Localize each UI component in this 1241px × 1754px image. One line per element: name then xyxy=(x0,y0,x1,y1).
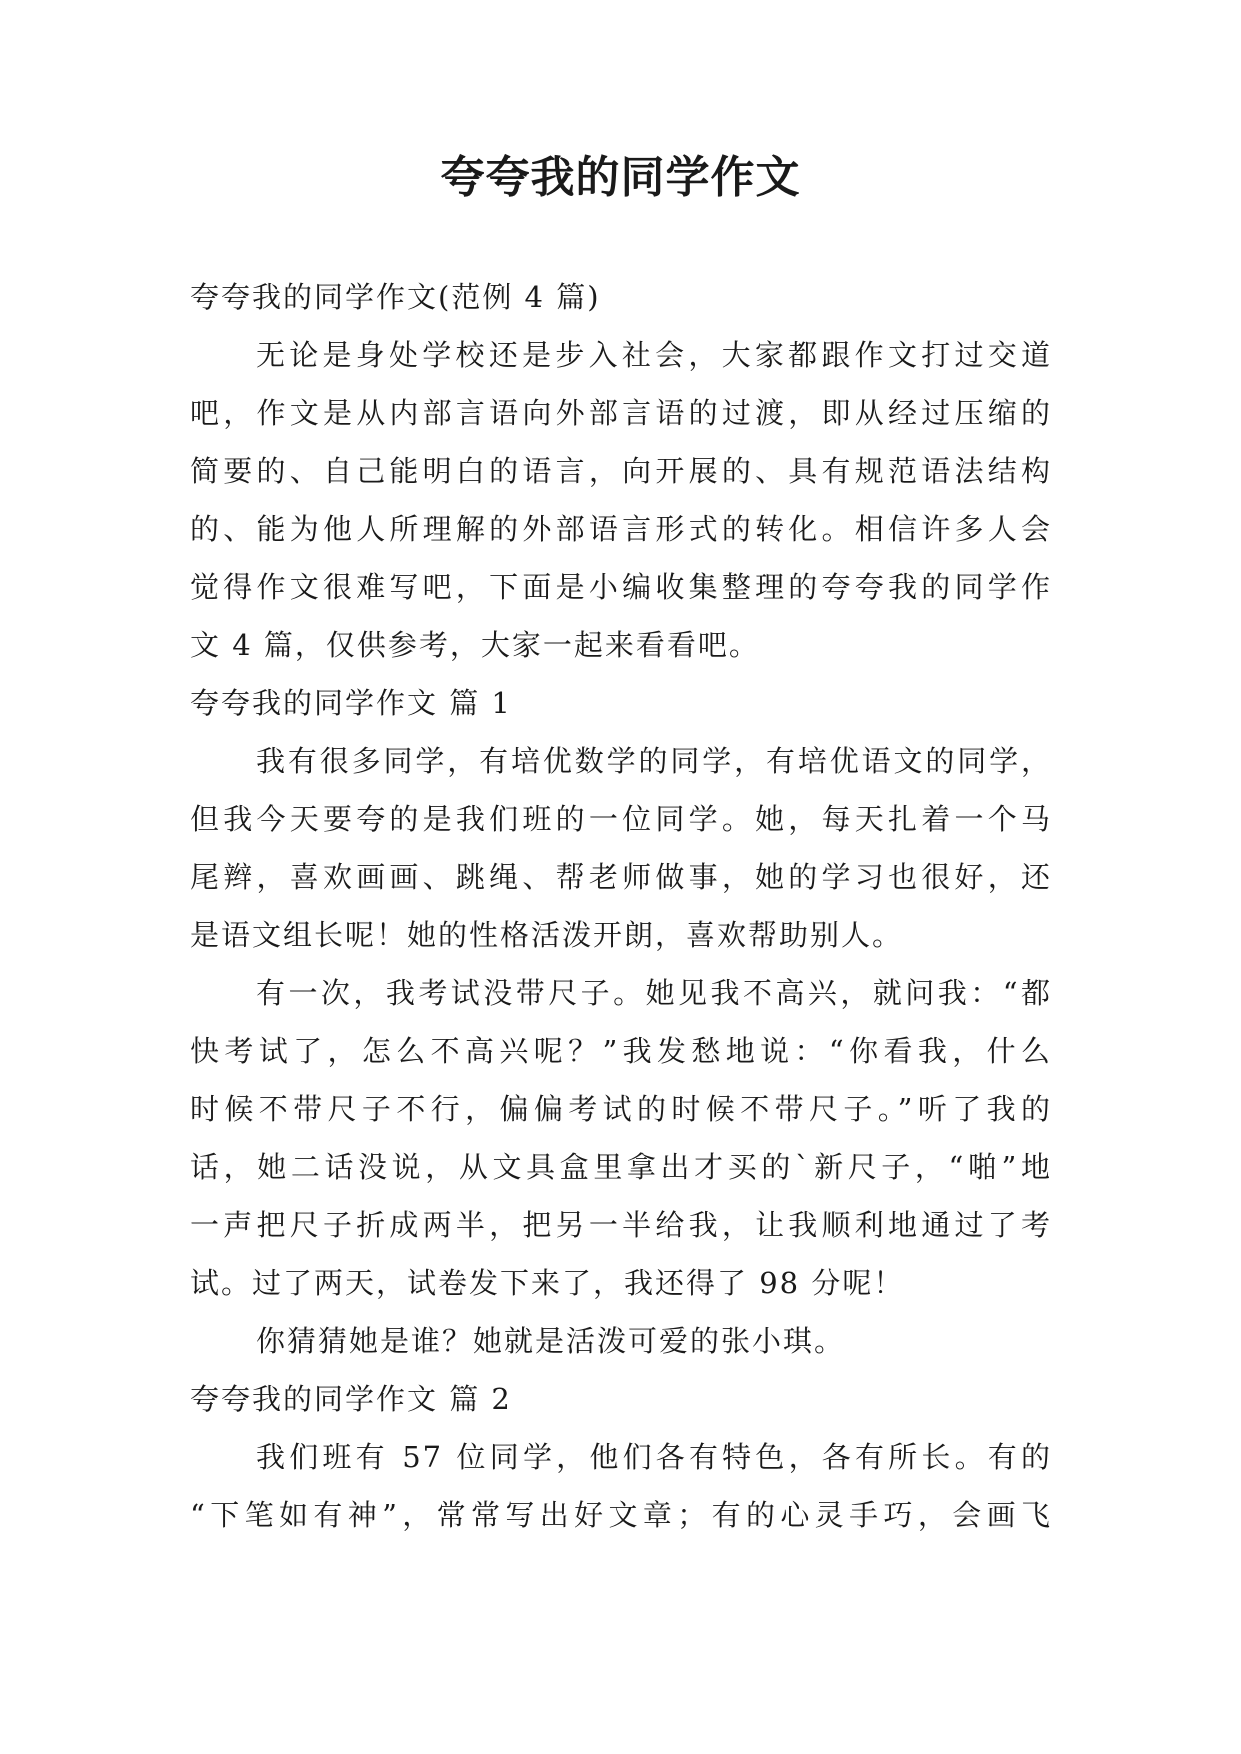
paragraph-line: 文 4 篇，仅供参考，大家一起来看看吧。 xyxy=(190,628,760,662)
paragraph-line: 我们班有 57 位同学，他们各有特色，各有所长。有的 xyxy=(256,1440,1052,1474)
paragraph-line: 你猜猜她是谁？她就是活泼可爱的张小琪。 xyxy=(256,1324,846,1358)
paragraph-line: 是语文组长呢！她的性格活泼开朗，喜欢帮助别人。 xyxy=(190,918,904,952)
document-title: 夸夸我的同学作文 xyxy=(440,152,801,203)
paragraph-line: 简要的、自己能明白的语言，向开展的、具有规范语法结构 xyxy=(190,454,1052,488)
section-heading: 夸夸我的同学作文(范例 4 篇) xyxy=(190,280,601,314)
paragraph-line: 的、能为他人所理解的外部语言形式的转化。相信许多人会 xyxy=(190,512,1052,546)
paragraph-line: 尾辫，喜欢画画、跳绳、帮老师做事，她的学习也很好，还 xyxy=(190,860,1052,894)
paragraph-line: 话，她二话没说，从文具盒里拿出才买的`新尺子，“啪”地 xyxy=(190,1150,1052,1184)
paragraph-line: 我有很多同学，有培优数学的同学，有培优语文的同学， xyxy=(256,744,1052,778)
section-heading: 夸夸我的同学作文 篇 2 xyxy=(190,1382,512,1416)
paragraph-line: 觉得作文很难写吧，下面是小编收集整理的夸夸我的同学作 xyxy=(190,570,1052,604)
document-body xyxy=(190,268,1052,1544)
paragraph-line: 无论是身处学校还是步入社会，大家都跟作文打过交道 xyxy=(256,338,1052,372)
paragraph-line: 试。过了两天，试卷发下来了，我还得了 98 分呢！ xyxy=(190,1266,905,1300)
paragraph-line: 但我今天要夸的是我们班的一位同学。她，每天扎着一个马 xyxy=(190,802,1052,836)
section-heading: 夸夸我的同学作文 篇 1 xyxy=(190,686,512,720)
paragraph-line: 吧，作文是从内部言语向外部言语的过渡，即从经过压缩的 xyxy=(190,396,1052,430)
paragraph-line: 时候不带尺子不行，偏偏考试的时候不带尺子。”听了我的 xyxy=(190,1092,1052,1126)
paragraph-line: 有一次，我考试没带尺子。她见我不高兴，就问我：“都 xyxy=(256,976,1052,1010)
paragraph-line: 快考试了，怎么不高兴呢？”我发愁地说：“你看我，什么 xyxy=(190,1034,1052,1068)
paragraph-line: 一声把尺子折成两半，把另一半给我，让我顺利地通过了考 xyxy=(190,1208,1052,1242)
paragraph-line: “下笔如有神”，常常写出好文章；有的心灵手巧，会画飞 xyxy=(190,1498,1052,1532)
